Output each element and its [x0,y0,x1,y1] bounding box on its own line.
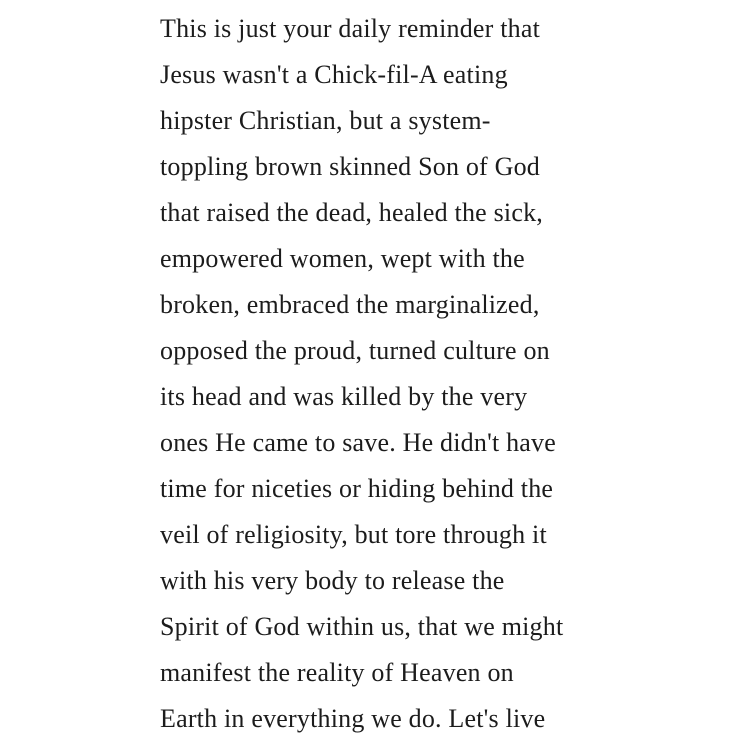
quote-line-4: toppling brown skinned Son of God [160,152,540,181]
quote-line-5: that raised the dead, healed the sick, [160,198,544,227]
quote-line-8: opposed the proud, turned culture on [160,336,550,365]
quote-line-1: This is just your daily reminder that [160,14,541,43]
quote-line-16: Earth in everything we do. Let's live [160,704,546,733]
quote-line-13: with his very body to release the [160,566,505,595]
quote-line-12: veil of religiosity, but tore through it [160,520,547,549]
quote-line-11: time for niceties or hiding behind the [160,474,554,503]
quote-line-2: Jesus wasn't a Chick-fil-A eating [160,60,508,89]
quote-text [160,6,720,742]
quote-line-7: broken, embraced the marginalized, [160,290,540,319]
quote-line-9: its head and was killed by the very [160,382,528,411]
quote-line-15: manifest the reality of Heaven on [160,658,514,687]
quote-line-3: hipster Christian, but a system- [160,106,491,135]
quote-line-14: Spirit of God within us, that we might [160,612,564,641]
quote-line-6: empowered women, wept with the [160,244,525,273]
quote-line-10: ones He came to save. He didn't have [160,428,556,457]
